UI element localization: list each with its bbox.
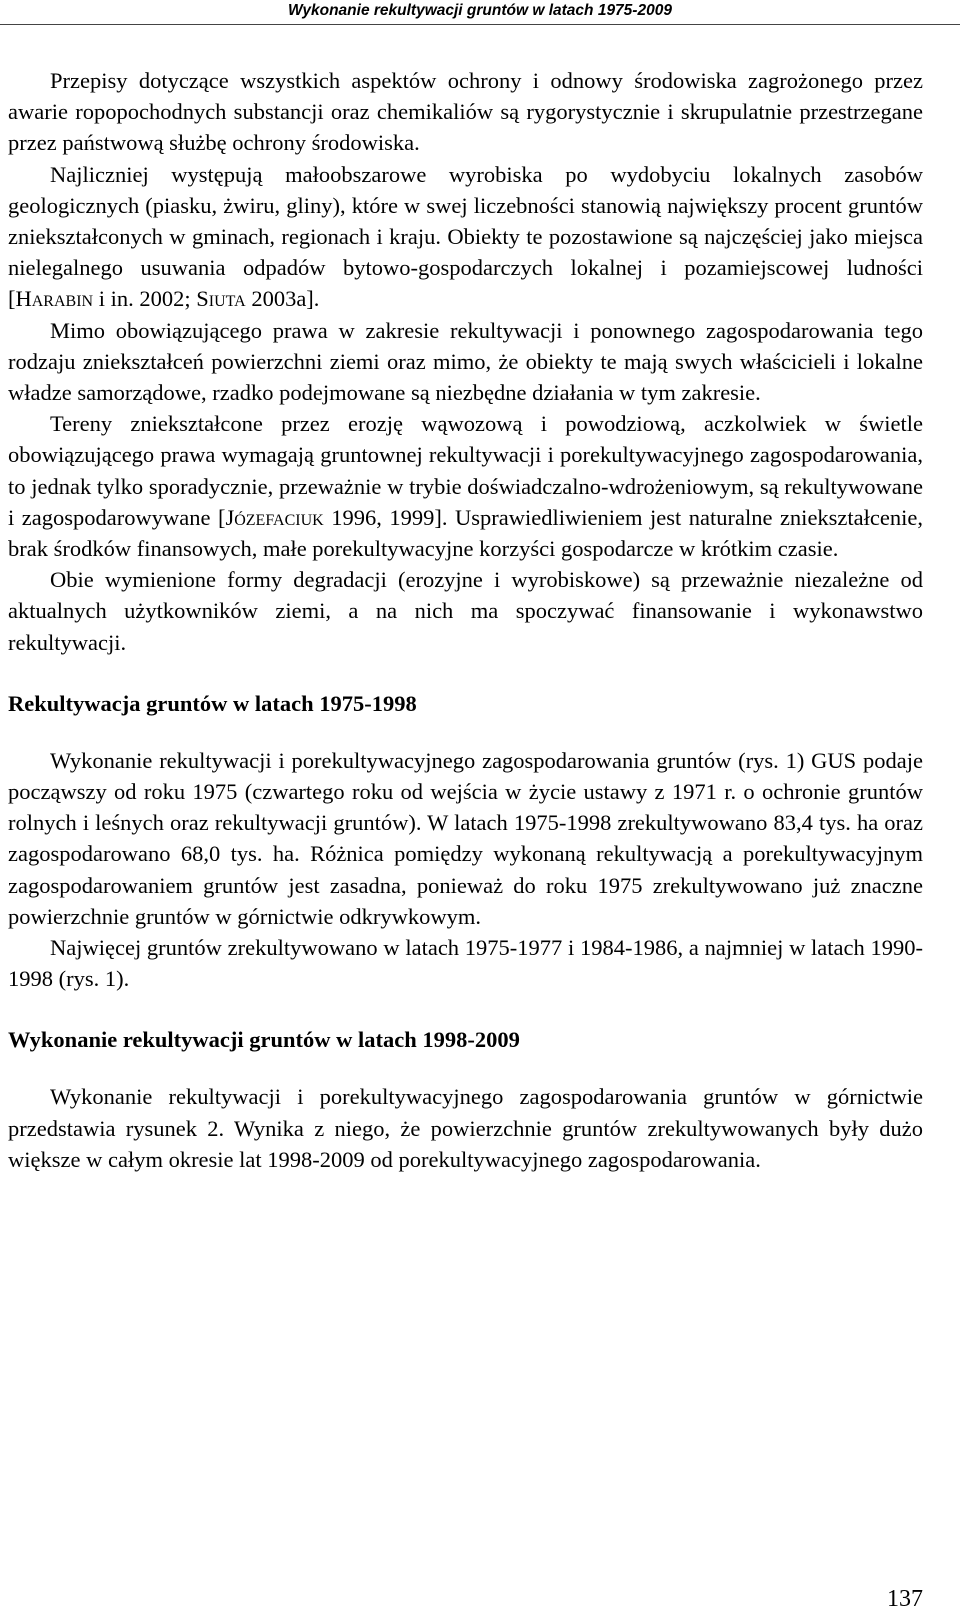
intro-paragraph-1: Przepisy dotyczące wszystkich aspektów ochrony i odnowy środowiska zagrożonego przez awarie ropopochodnych substancji oraz chemikaliów są rygorystycznie i skrupulatnie przestrzegane przez państwową służbę ochrony środowiska. xyxy=(8,68,923,156)
citation-text: i in. 2002; xyxy=(93,286,197,312)
intro-paragraph-5: Obie wymienione formy degradacji (erozyjne i wyrobiskowe) są przeważnie niezależne od aktualnych użytkowników ziemi, a na nich ma spoczywać finansowanie i wykonawstwo rekultywacji. xyxy=(8,567,923,655)
citation-author: Józefaciuk xyxy=(225,504,324,530)
citation-text: 1996, 1999]. Usprawiedliwieniem jest naturalne zniekształcenie, brak środków finansowych, małe porekultywacyjne korzyści gospodarcze w krótkim czasie. xyxy=(8,504,923,562)
section2-paragraph-1: Wykonanie rekultywacji i porekultywacyjnego zagospodarowania gruntów w górnictwie przedstawia rysunek 2. Wynika z niego, że powierzchnie gruntów zrekultywowanych były dużo większe w całym okresie lat 1998-2009 od porekultywacyjnego zagospodarowania. xyxy=(8,1084,923,1172)
intro-paragraph-3: Mimo obowiązującego prawa w zakresie rekultywacji i ponownego zagospodarowania tego rodzaju zniekształceń powierzchni ziemi oraz mimo, że obiekty te mają swych właścicieli i lokalne władze samorządowe, rzadko podejmowane są niezbędne działania w tym zakresie. xyxy=(8,317,923,406)
citation-author: Siuta xyxy=(196,286,246,312)
body-text xyxy=(8,65,923,1175)
paragraph-text: Najliczniej występują małoobszarowe wyrobiska po wydobyciu lokalnych zasobów geologicznych (piasku, żwiru, gliny), które w swej liczebności stanowią największy procent gruntów zniekształconych w gminach, regionach i kraju. Obiekty te pozostawione są najczęściej jako miejsca nielegalnego usuwania odpadów bytowo-gospodarczych lokalnej i pozamiejscowej ludności [ xyxy=(8,161,923,312)
section1-paragraph-1: Wykonanie rekultywacji i porekultywacyjnego zagospodarowania gruntów (rys. 1) GUS podaje począwszy od roku 1975 (czwartego roku od wejścia w życie ustawy z 1971 r. o ochronie gruntów rolnych i leśnych oraz rekultywacji gruntów). W latach 1975-1998 zrekultywowano 83,4 tys. ha oraz zagospodarowano 68,0 tys. ha. Różnica pomiędzy wykonaną rekultywacją a porekultywacyjnym zagospodarowaniem gruntów jest zasadna, ponieważ do roku 1975 zrekultywowano już znaczne powierzchnie gruntów w górnictwie odkrywkowym. xyxy=(8,747,923,929)
section-heading: Wykonanie rekultywacji gruntów w latach 1998-2009 xyxy=(8,1027,520,1053)
section-heading: Rekultywacja gruntów w latach 1975-1998 xyxy=(8,690,417,716)
paragraph-text: Tereny zniekształcone przez erozję wąwozową i powodziową, aczkolwiek w świetle obowiązującego prawa wymagają gruntownej rekultywacji i porekultywacyjnego zagospodarowania, to jednak tylko sporadycznie, przeważnie w trybie doświadczalno-wdrożeniowym, są rekultywowane i zagospodarowywane [ xyxy=(8,411,923,530)
citation-author: Harabin xyxy=(15,286,94,312)
page-number: 137 xyxy=(887,1586,923,1612)
intro-paragraph-4 xyxy=(8,408,923,564)
running-header: Wykonanie rekultywacji gruntów w latach 1975-2009 xyxy=(0,0,960,25)
citation-text: 2003a]. xyxy=(245,286,320,312)
intro-paragraph-2 xyxy=(8,159,923,315)
section1-paragraph-2: Najwięcej gruntów zrekultywowano w latach 1975-1977 i 1984-1986, a najmniej w latach 1990-1998 (rys. 1). xyxy=(8,935,923,992)
